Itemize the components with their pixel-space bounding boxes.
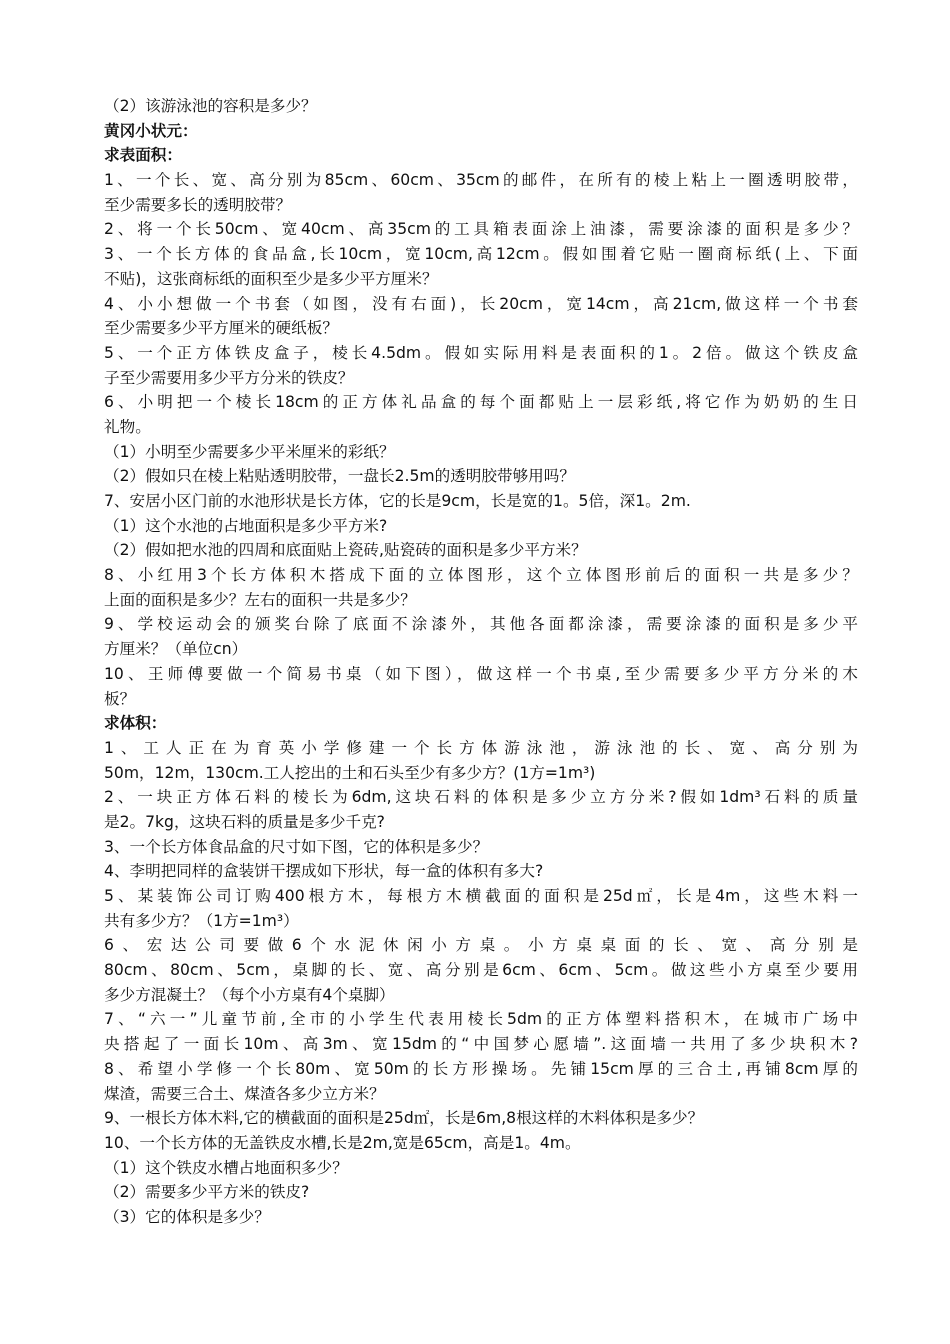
text-line: 80cm、80cm、5cm，桌脚的长、宽、高分别是6cm、6cm、5cm。做这些小方桌至少要用 (104, 961, 858, 980)
text-line: 1、一个长、宽、高分别为85cm、60cm、35cm的邮件，在所有的棱上粘上一圈透明胶带， (104, 171, 858, 190)
text-line: 6、宏达公司要做6个水泥休闲小方桌。小方桌桌面的长、宽、高分别是 (104, 936, 858, 955)
section-heading: 求体积： (104, 714, 167, 733)
text-line: （1）这个水池的占地面积是多少平方米? (104, 516, 388, 535)
text-line: 8、希望小学修一个长80m、宽50m的长方形操场。先铺15cm厚的三合土,再铺8cm厚的 (104, 1059, 858, 1078)
text-line: 8、小红用3个长方体积木搭成下面的立体图形，这个立体图形前后的面积一共是多少？ (104, 566, 858, 585)
text-line: 5、一个正方体铁皮盒子，棱长4.5dm。假如实际用料是表面积的1。2倍。做这个铁皮盒 (104, 343, 858, 362)
text-line: 上面的面积是多少？左右的面积一共是多少？ (104, 590, 416, 609)
text-line: 10、一个长方体的无盖铁皮水槽,长是2m,宽是65cm，高是1。4m。 (104, 1133, 581, 1152)
text-line: 至少需要多长的透明胶带？ (104, 195, 292, 214)
text-line: 是2。7kg，这块石料的质量是多少千克? (104, 812, 385, 831)
text-line: 2、一块正方体石料的棱长为6dm,这块石料的体积是多少立方分米?假如1dm³石料的质量 (104, 788, 858, 807)
section-heading: 求表面积： (104, 146, 182, 165)
text-line: 50m，12m，130cm.工人挖出的土和石头至少有多少方？(1方=1m³) (104, 763, 596, 782)
text-line: （2）假如把水池的四周和底面贴上瓷砖,贴瓷砖的面积是多少平方米？ (104, 541, 587, 560)
text-line: 1、工人正在为育英小学修建一个长方体游泳池，游泳池的长、宽、高分别为 (104, 738, 858, 757)
text-line: 4、小小想做一个书套（如图，没有右面)，长20cm，宽14cm，高21cm,做这样一个书套 (104, 294, 858, 313)
section-heading: 黄冈小状元： (104, 121, 198, 140)
text-line: 6、小明把一个棱长18cm的正方体礼品盒的每个面都贴上一层彩纸,将它作为奶奶的生日 (104, 393, 858, 412)
text-line: （3）它的体积是多少？ (104, 1207, 270, 1226)
text-line: 10、王师傅要做一个简易书桌（如下图），做这样一个书桌,至少需要多少平方分米的木 (104, 664, 858, 683)
text-line: 5、某装饰公司订购400根方木，每根方木横截面的面积是25d㎡，长是4m，这些木料一 (104, 887, 858, 905)
text-line: 煤渣，需要三合土、煤渣各多少立方米？ (104, 1084, 385, 1103)
text-line: 3、一个长方体的食品盒,长10cm，宽10cm,高12cm。假如围着它贴一圈商标纸(上、下面 (104, 245, 858, 264)
text-line: 9、学校运动会的颁奖台除了底面不涂漆外，其他各面都涂漆，需要涂漆的面积是多少平 (104, 615, 858, 634)
text-line: 至少需要多少平方厘米的硬纸板？ (104, 319, 338, 338)
text-line: （1）小明至少需要多少平米厘米的彩纸？ (104, 442, 395, 461)
text-line: （1）这个铁皮水槽占地面积多少？ (104, 1158, 348, 1177)
text-line: 子至少需要用多少平方分米的铁皮？ (104, 368, 354, 387)
text-line: （2）假如只在棱上粘贴透明胶带，一盘长2.5m的透明胶带够用吗？ (104, 467, 575, 486)
text-line: 4、李明把同样的盒装饼干摆成如下形状，每一盒的体积有多大? (104, 862, 544, 881)
text-line: 7、安居小区门前的水池形状是长方体，它的长是9cm，长是宽的1。5倍，深1。2m. (104, 492, 691, 510)
text-line: 共有多少方？（1方=1m³） (104, 911, 299, 930)
text-line: 央搭起了一面长10m、高3m、宽15dm的“中国梦心愿墙”.这面墙一共用了多少块积木? (104, 1035, 858, 1054)
text-line: （2）需要多少平方米的铁皮? (104, 1183, 310, 1202)
text-line: 2、将一个长50cm、宽40cm、高35cm的工具箱表面涂上油漆，需要涂漆的面积是多少？ (104, 220, 858, 239)
text-line: （2）该游泳池的容积是多少？ (104, 97, 317, 115)
text-line: 3、一个长方体食品盒的尺寸如下图，它的体积是多少？ (104, 837, 489, 856)
text-line: 礼物。 (104, 417, 151, 436)
text-line: 板？ (104, 689, 136, 708)
text-line: 不贴)，这张商标纸的面积至少是多少平方厘米？ (104, 269, 438, 288)
text-line: 7、“六一”儿童节前,全市的小学生代表用棱长5dm的正方体塑料搭积木，在城市广场中 (104, 1010, 858, 1029)
text-line: 方厘米？（单位cn） (104, 640, 248, 659)
text-line: 9、一根长方体木料,它的横截面的面积是25d㎡，长是6m,8根这样的木料体积是多少？ (104, 1109, 704, 1128)
text-line: 多少方混凝土？（每个小方桌有4个桌脚） (104, 985, 395, 1004)
